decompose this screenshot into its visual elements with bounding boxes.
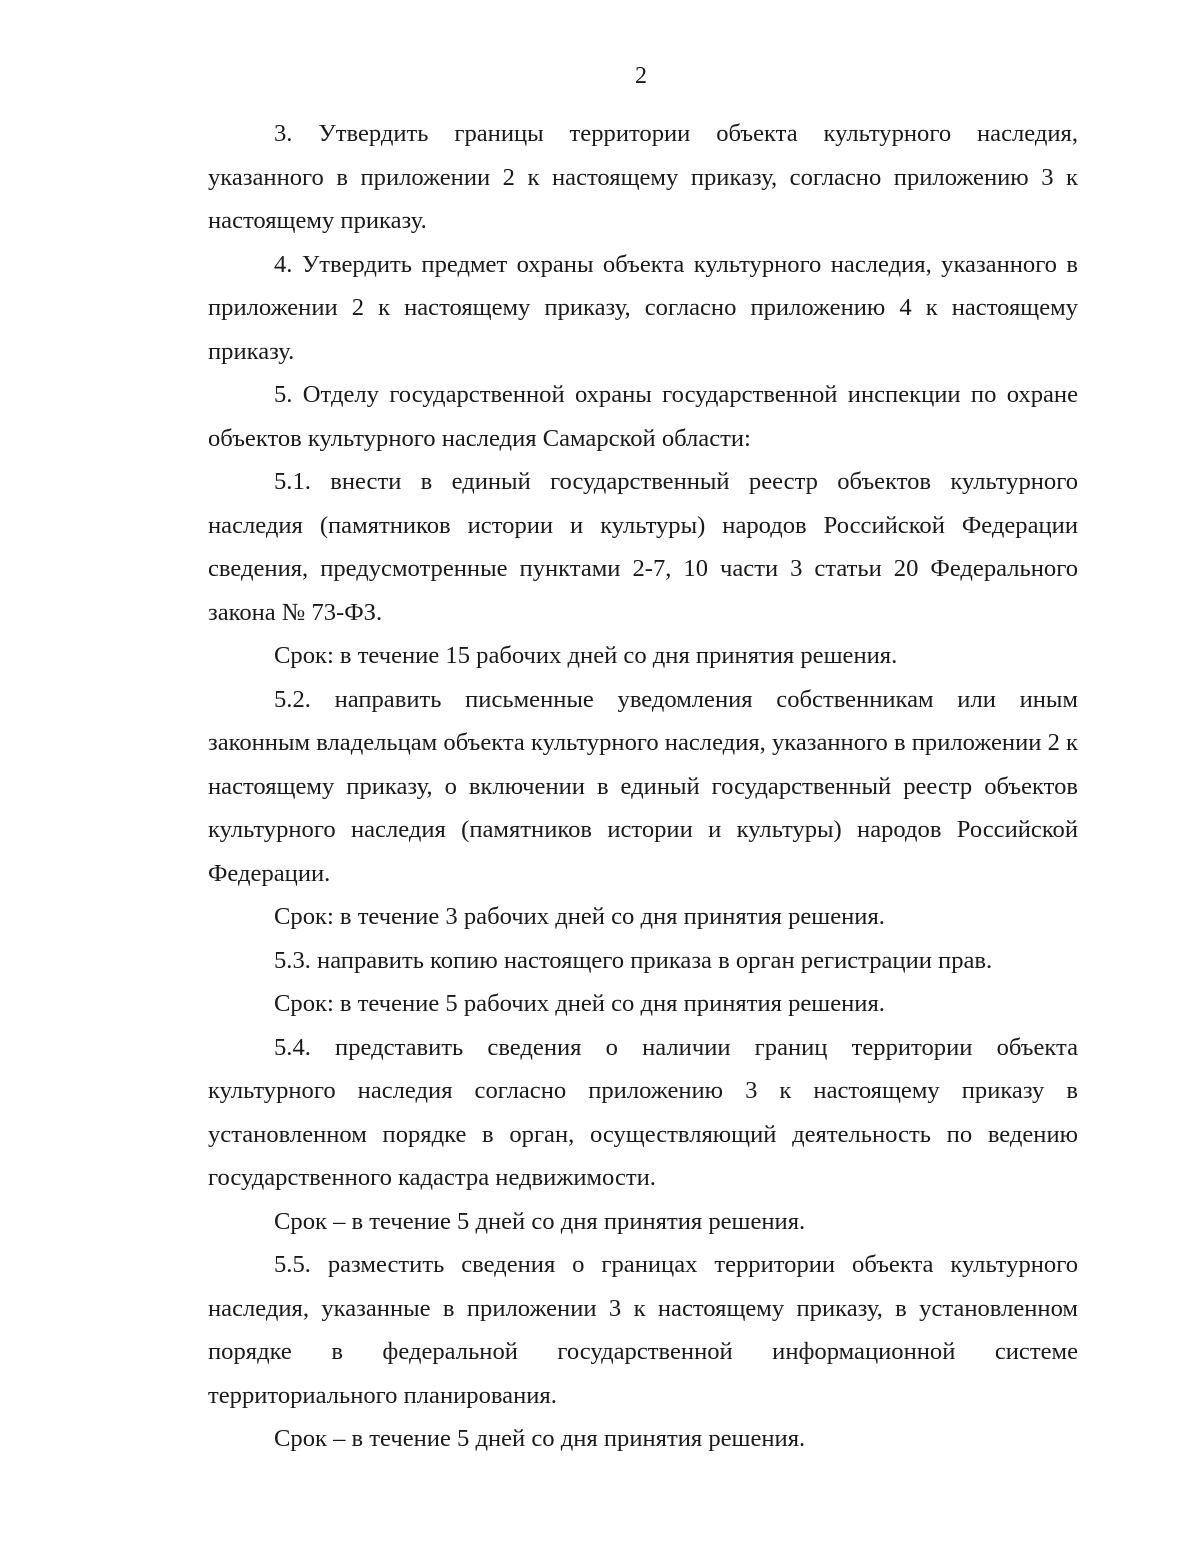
deadline-5-3: Срок: в течение 5 рабочих дней со дня принятия решения. xyxy=(274,990,885,1017)
paragraph-5-5: 5.5. разместить сведения о границах территории объекта культурного наследия, указанные в приложении 3 к настоящему приказу, в установленном порядке в федеральной государственной информационной системе территориального планирования. xyxy=(208,1251,1078,1409)
paragraph-5-3: 5.3. направить копию настоящего приказа в орган регистрации прав. xyxy=(274,946,993,974)
deadline-5-4: Срок – в течение 5 дней со дня принятия решения. xyxy=(274,1207,806,1235)
deadline-5-5: Срок – в течение 5 дней со дня принятия решения. xyxy=(274,1425,806,1452)
paragraph-5: 5. Отделу государственной охраны государственной инспекции по охране объектов культурного наследия Самарской области: xyxy=(208,381,1078,452)
page-number: 2 xyxy=(635,63,647,89)
paragraph-3: 3. Утвердить границы территории объекта культурного наследия, указанного в приложении 2 к настоящему приказу, согласно приложению 3 к настоящему приказу. xyxy=(208,120,1078,234)
document-body xyxy=(208,112,1078,1461)
paragraph-5-1: 5.1. внести в единый государственный реестр объектов культурного наследия (памятников истории и культуры) народов Российской Федерации сведения, предусмотренные пунктами 2-7, 10 части 3 статьи 20 Федерального закона № 73-ФЗ. xyxy=(208,468,1078,626)
paragraph-4: 4. Утвердить предмет охраны объекта культурного наследия, указанного в приложении 2 к настоящему приказу, согласно приложению 4 к настоящему приказу. xyxy=(208,250,1078,365)
paragraph-5-2: 5.2. направить письменные уведомления собственникам или иным законным владельцам объекта культурного наследия, указанного в приложении 2 к настоящему приказу, о включении в единый государственный реестр объектов культурного наследия (памятников истории и культуры) народов Российской Федерации. xyxy=(208,685,1078,887)
deadline-5-1: Срок: в течение 15 рабочих дней со дня принятия решения. xyxy=(274,642,898,669)
deadline-5-2: Срок: в течение 3 рабочих дней со дня принятия решения. xyxy=(274,903,885,930)
paragraph-5-4: 5.4. представить сведения о наличии границ территории объекта культурного наследия согласно приложению 3 к настоящему приказу в установленном порядке в орган, осуществляющий деятельность по ведению государственного кадастра недвижимости. xyxy=(208,1033,1078,1191)
